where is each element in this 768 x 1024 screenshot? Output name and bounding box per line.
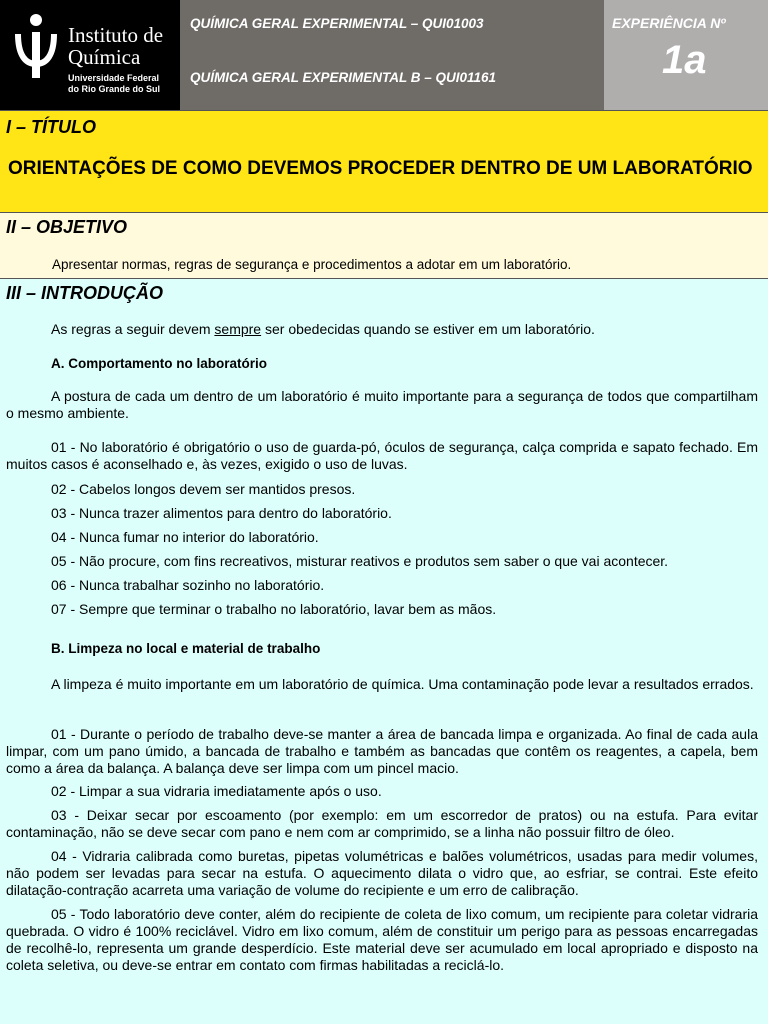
rule-a-03: 03 - Nunca trazer alimentos para dentro do laboratório. (51, 505, 392, 521)
rule-a-01: 01 - No laboratório é obrigatório o uso de guarda-pó, óculos de segurança, calça comprida e sapato fechado. Em muitos casos é aconselhado e, às vezes, exigido o uso de luvas. (6, 439, 758, 472)
course-panel (180, 0, 604, 110)
rule-a-02: 02 - Cabelos longos devem ser mantidos presos. (51, 481, 356, 497)
document-title: ORIENTAÇÕES DE COMO DEVEMOS PROCEDER DENTRO DE UM LABORATÓRIO (8, 158, 753, 179)
course-title-1: QUÍMICA GERAL EXPERIMENTAL – QUI01003 (190, 16, 484, 31)
rule-b-01: 01 - Durante o período de trabalho deve-se manter a área de bancada limpa e organizada. Ao final de cada aula limpar, com um pano úmido, a bancada de trabalho e também as bancadas que contêm os reagentes, a capela, bem como a área da balança. A balança deve ser limpa com um pincel macio. (6, 726, 758, 776)
section-titulo (0, 110, 768, 212)
rule-b-05: 05 - Todo laboratório deve conter, além do recipiente de coleta de lixo comum, um recipiente para coletar vidraria quebrada. O vidro é 100% reciclável. Vidro em lixo comum, além de constituir um perigo para as pessoas encarregadas de recolhê-lo, representa um grande desperdício. Este material deve ser acumulado em local apropriado e disposto na coleta seletiva, ou deve-se entrar em contato com firmas habilitadas a reciclá-lo. (6, 906, 758, 973)
university-name: Universidade Federal do Rio Grande do Sul (68, 73, 160, 94)
course-title-2: QUÍMICA GERAL EXPERIMENTAL B – QUI01161 (190, 70, 497, 85)
institute-logo (0, 0, 180, 110)
introducao-heading: III – INTRODUÇÃO (6, 283, 164, 303)
section-b-intro: A limpeza é muito importante em um laboratório de química. Uma contaminação pode levar a resultados errados. (51, 676, 754, 692)
rule-b-03: 03 - Deixar secar por escoamento (por exemplo: em um escorredor de pratos) ou na estufa. Para evitar contaminação, não se deve secar com pano e nem com ar comprimido, se a linha não possuir filtro de óleo. (6, 807, 758, 840)
objetivo-heading: II – OBJETIVO (6, 217, 128, 237)
rule-a-05: 05 - Não procure, com fins recreativos, misturar reativos e produtos sem saber o que vai acontecer. (51, 553, 669, 569)
experiment-panel (604, 0, 768, 110)
rule-a-04: 04 - Nunca fumar no interior do laboratório. (51, 529, 319, 545)
intro-lead: As regras a seguir devem sempre ser obedecidas quando se estiver em um laboratório. (51, 321, 595, 337)
section-introducao (0, 278, 768, 1024)
section-a-intro: A postura de cada um dentro de um laboratório é muito importante para a segurança de todos que compartilham o mesmo ambiente. (6, 388, 758, 421)
psi-emblem-icon (12, 12, 60, 82)
experiment-number: 1a (662, 38, 707, 82)
section-objetivo (0, 212, 768, 278)
experiment-label: EXPERIÊNCIA Nº (612, 15, 726, 31)
page-header (0, 0, 768, 110)
section-b-title: B. Limpeza no local e material de trabalho (51, 641, 321, 656)
objective-text: Apresentar normas, regras de segurança e procedimentos a adotar em um laboratório. (52, 257, 572, 272)
institute-name: Instituto de Química (68, 23, 164, 69)
rule-b-02: 02 - Limpar a sua vidraria imediatamente após o uso. (51, 783, 382, 799)
rule-b-04: 04 - Vidraria calibrada como buretas, pipetas volumétricas e balões volumétricos, usadas para medir volumes, não podem ser levadas para secar na estufa. O aquecimento dilata o vidro que, ao esfriar, se contrai. Este efeito dilatação-contração acarreta uma variação de volume do recipiente e um erro de calibração. (6, 848, 758, 898)
titulo-heading: I – TÍTULO (6, 117, 96, 137)
rule-a-07: 07 - Sempre que terminar o trabalho no laboratório, lavar bem as mãos. (51, 601, 497, 617)
rule-a-06: 06 - Nunca trabalhar sozinho no laboratório. (51, 577, 325, 593)
section-a-title: A. Comportamento no laboratório (51, 356, 267, 371)
